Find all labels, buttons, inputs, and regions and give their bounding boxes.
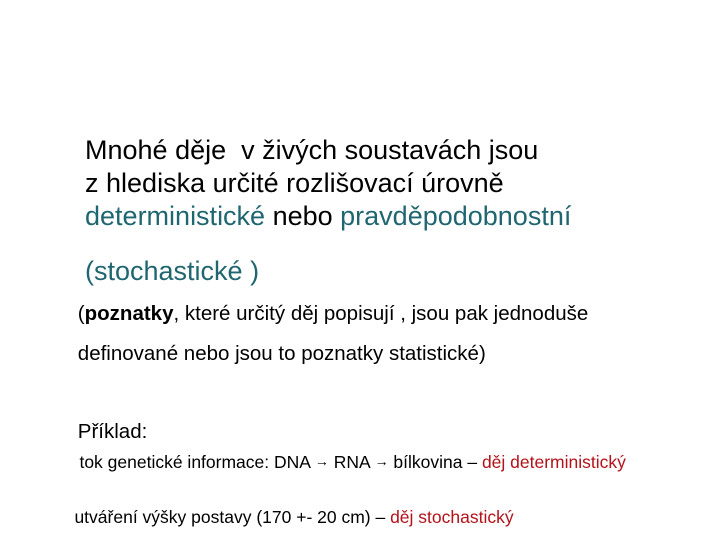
example-2-highlight: děj stochastický bbox=[390, 507, 514, 527]
note-rest-line-1: , které určitý děj popisují , jsou pak jednoduše bbox=[173, 302, 589, 325]
example-label-text: Příklad: bbox=[77, 420, 148, 443]
example-line-1 bbox=[60, 431, 626, 494]
term-probabilistic: pravděpodobnostní bbox=[340, 201, 572, 231]
term-deterministic: deterministické bbox=[85, 201, 266, 231]
example-2-prefix: utváření výšky postavy (170 +- 20 cm) – bbox=[74, 507, 391, 527]
connector-nebo: nebo bbox=[265, 201, 341, 231]
example-1-protein: bílkovina – bbox=[388, 452, 482, 472]
right-arrow-icon-2: → bbox=[374, 453, 389, 469]
note-line-2-text: definované nebo jsou to poznatky statistické) bbox=[77, 342, 486, 365]
example-1-prefix: tok genetické informace: DNA bbox=[79, 452, 315, 472]
term-stochastic: (stochastické ) bbox=[85, 256, 260, 286]
note-open-paren: ( bbox=[77, 302, 85, 325]
right-arrow-icon: → bbox=[314, 453, 329, 469]
example-1-highlight: děj deterministický bbox=[481, 452, 626, 472]
intro-line-1-text: Mnohé děje v živých soustavách jsou bbox=[85, 135, 539, 165]
intro-line-2-text: z hlediska určité rozlišovací úrovně bbox=[85, 168, 504, 198]
note-bold-word: poznatky bbox=[84, 302, 174, 325]
note-line-2 bbox=[55, 318, 486, 390]
example-1-rna: RNA bbox=[328, 452, 375, 472]
